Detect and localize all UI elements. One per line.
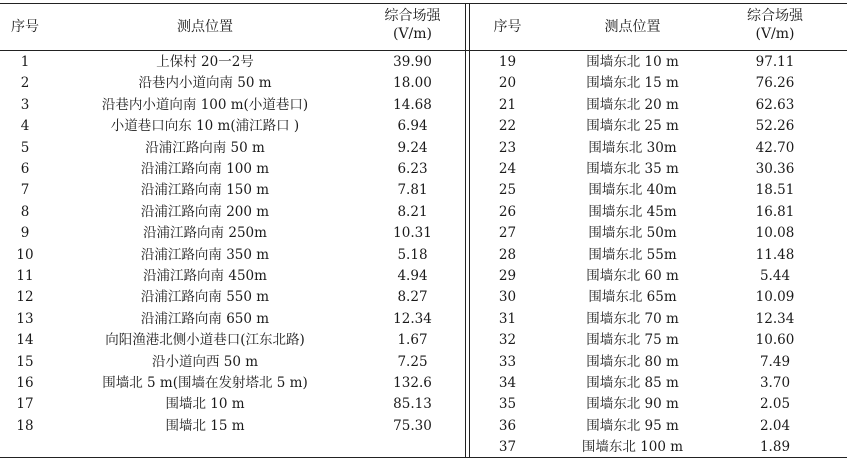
row-field-strength: 16.81 xyxy=(755,203,795,220)
row-field-strength: 2.05 xyxy=(759,396,791,413)
row-field-strength: 7.49 xyxy=(759,353,791,370)
row-index: 5 xyxy=(20,139,30,156)
row-index: 16 xyxy=(16,375,34,391)
row-location: 围墙东北 50m xyxy=(588,225,677,242)
row-field-strength: 6.94 xyxy=(397,118,428,135)
header-field-left-line1: 综合场强 xyxy=(384,8,441,24)
row-index: 32 xyxy=(498,332,517,349)
row-index: 10 xyxy=(16,246,34,263)
row-index: 17 xyxy=(16,396,34,413)
header-index-left: 序号 xyxy=(11,19,39,35)
row-index: 15 xyxy=(16,353,34,370)
row-location: 围墙东北 75 m xyxy=(586,332,679,349)
row-location: 围墙东北 10 m xyxy=(586,54,679,70)
row-field-strength: 11.48 xyxy=(755,246,795,263)
row-location: 沿浦江路向南 650 m xyxy=(140,310,270,327)
row-location: 沿巷内小道向南 100 m(小道巷口) xyxy=(101,96,309,113)
row-index: 36 xyxy=(498,417,517,434)
row-location: 沿浦江路向南 350 m xyxy=(140,246,270,263)
row-location: 围墙东北 65m xyxy=(588,289,677,306)
row-field-strength: 30.36 xyxy=(755,161,795,177)
row-location: 围墙北 5 m(围墙在发射塔北 5 m) xyxy=(102,375,308,391)
row-index: 13 xyxy=(16,310,34,327)
row-index: 11 xyxy=(16,268,34,284)
row-location: 围墙东北 35 m xyxy=(586,161,679,177)
row-location: 小道巷口向东 10 m(浦江路口 ) xyxy=(110,118,300,135)
row-field-strength: 42.70 xyxy=(755,139,795,156)
row-location: 围墙东北 30m xyxy=(588,139,677,156)
row-field-strength: 2.04 xyxy=(759,417,791,434)
row-field-strength: 8.21 xyxy=(397,203,428,220)
row-location: 围墙东北 55m xyxy=(588,246,677,263)
row-index: 9 xyxy=(20,225,30,242)
row-index: 31 xyxy=(498,310,517,327)
row-field-strength: 18.00 xyxy=(393,75,432,92)
row-location: 围墙东北 20 m xyxy=(586,96,679,113)
row-field-strength: 5.44 xyxy=(759,268,791,284)
row-index: 30 xyxy=(498,289,517,306)
row-index: 26 xyxy=(498,203,517,220)
row-index: 14 xyxy=(16,332,34,349)
row-field-strength: 7.81 xyxy=(397,182,428,199)
row-location: 围墙东北 100 m xyxy=(581,439,684,456)
row-index: 34 xyxy=(498,375,517,391)
row-field-strength: 39.90 xyxy=(393,54,432,70)
row-index: 25 xyxy=(498,182,517,199)
table-divider-left xyxy=(465,3,466,458)
row-index: 28 xyxy=(498,246,517,263)
row-field-strength: 97.11 xyxy=(755,54,795,70)
table-top-rule xyxy=(0,3,847,4)
row-index: 3 xyxy=(20,96,30,113)
row-location: 围墙东北 25 m xyxy=(586,118,679,135)
row-index: 22 xyxy=(498,118,517,135)
header-location-right: 测点位置 xyxy=(604,19,661,35)
row-field-strength: 8.27 xyxy=(397,289,428,306)
header-index-right: 序号 xyxy=(493,19,522,35)
row-field-strength: 12.34 xyxy=(755,310,795,327)
row-field-strength: 10.08 xyxy=(755,225,795,242)
table-header-rule xyxy=(0,50,847,51)
row-field-strength: 10.09 xyxy=(755,289,795,306)
row-field-strength: 12.34 xyxy=(393,310,432,327)
row-field-strength: 4.94 xyxy=(397,268,428,284)
row-location: 沿巷内小道向南 50 m xyxy=(138,75,272,92)
row-index: 24 xyxy=(498,161,517,177)
row-location: 围墙东北 15 m xyxy=(586,75,679,92)
row-index: 19 xyxy=(498,54,517,70)
row-index: 35 xyxy=(498,396,517,413)
row-field-strength: 7.25 xyxy=(397,353,428,370)
row-location: 围墙东北 95 m xyxy=(586,417,679,434)
row-field-strength: 52.26 xyxy=(755,118,795,135)
row-location: 围墙东北 70 m xyxy=(586,310,679,327)
row-field-strength: 10.60 xyxy=(755,332,795,349)
row-field-strength: 6.23 xyxy=(397,161,428,177)
row-location: 沿浦江路向南 250m xyxy=(143,225,267,242)
row-field-strength: 3.70 xyxy=(759,375,791,391)
row-location: 沿浦江路向南 550 m xyxy=(140,289,270,306)
row-index: 20 xyxy=(498,75,517,92)
row-field-strength: 10.31 xyxy=(393,225,432,242)
row-index: 4 xyxy=(20,118,30,135)
header-field-right-line2: (V/m) xyxy=(755,26,795,42)
row-index: 18 xyxy=(16,417,34,434)
row-index: 37 xyxy=(498,439,517,456)
row-index: 7 xyxy=(20,182,30,199)
row-field-strength: 1.89 xyxy=(759,439,791,456)
row-index: 29 xyxy=(498,268,517,284)
row-field-strength: 62.63 xyxy=(755,96,795,113)
row-index: 23 xyxy=(498,139,517,156)
row-field-strength: 85.13 xyxy=(393,396,432,413)
row-index: 21 xyxy=(498,96,517,113)
row-field-strength: 5.18 xyxy=(397,246,428,263)
row-location: 围墙东北 80 m xyxy=(586,353,679,370)
row-field-strength: 18.51 xyxy=(755,182,795,199)
row-field-strength: 9.24 xyxy=(397,139,428,156)
header-field-left-line2: (V/m) xyxy=(392,26,433,42)
row-location: 围墙东北 85 m xyxy=(586,375,679,391)
row-field-strength: 14.68 xyxy=(393,96,432,113)
row-location: 沿浦江路向南 100 m xyxy=(140,161,270,177)
row-index: 2 xyxy=(20,75,30,92)
header-field-right-line1: 综合场强 xyxy=(747,8,803,24)
header-location-left: 测点位置 xyxy=(177,19,233,35)
row-index: 8 xyxy=(20,203,30,220)
row-location: 沿小道向西 50 m xyxy=(151,353,259,370)
row-index: 12 xyxy=(16,289,34,306)
row-field-strength: 132.6 xyxy=(393,375,432,391)
row-location: 沿浦江路向南 150 m xyxy=(140,182,270,199)
row-location: 沿浦江路向南 50 m xyxy=(145,139,265,156)
row-location: 围墙北 15 m xyxy=(165,417,245,434)
row-location: 围墙东北 60 m xyxy=(586,268,679,284)
row-location: 围墙北 10 m xyxy=(165,396,245,413)
row-location: 沿浦江路向南 200 m xyxy=(140,203,270,220)
row-index: 1 xyxy=(20,54,30,70)
row-index: 33 xyxy=(498,353,517,370)
row-location: 围墙东北 90 m xyxy=(586,396,679,413)
row-location: 上保村 20一2号 xyxy=(156,54,254,70)
row-location: 沿浦江路向南 450m xyxy=(143,268,267,284)
row-field-strength: 1.67 xyxy=(397,332,428,349)
row-field-strength: 76.26 xyxy=(755,75,795,92)
row-location: 围墙东北 40m xyxy=(588,182,677,199)
row-index: 27 xyxy=(498,225,517,242)
row-location: 围墙东北 45m xyxy=(588,203,677,220)
row-index: 6 xyxy=(20,161,30,177)
row-location: 向阳渔港北侧小道巷口(江东北路) xyxy=(105,332,305,349)
row-field-strength: 75.30 xyxy=(393,417,432,434)
